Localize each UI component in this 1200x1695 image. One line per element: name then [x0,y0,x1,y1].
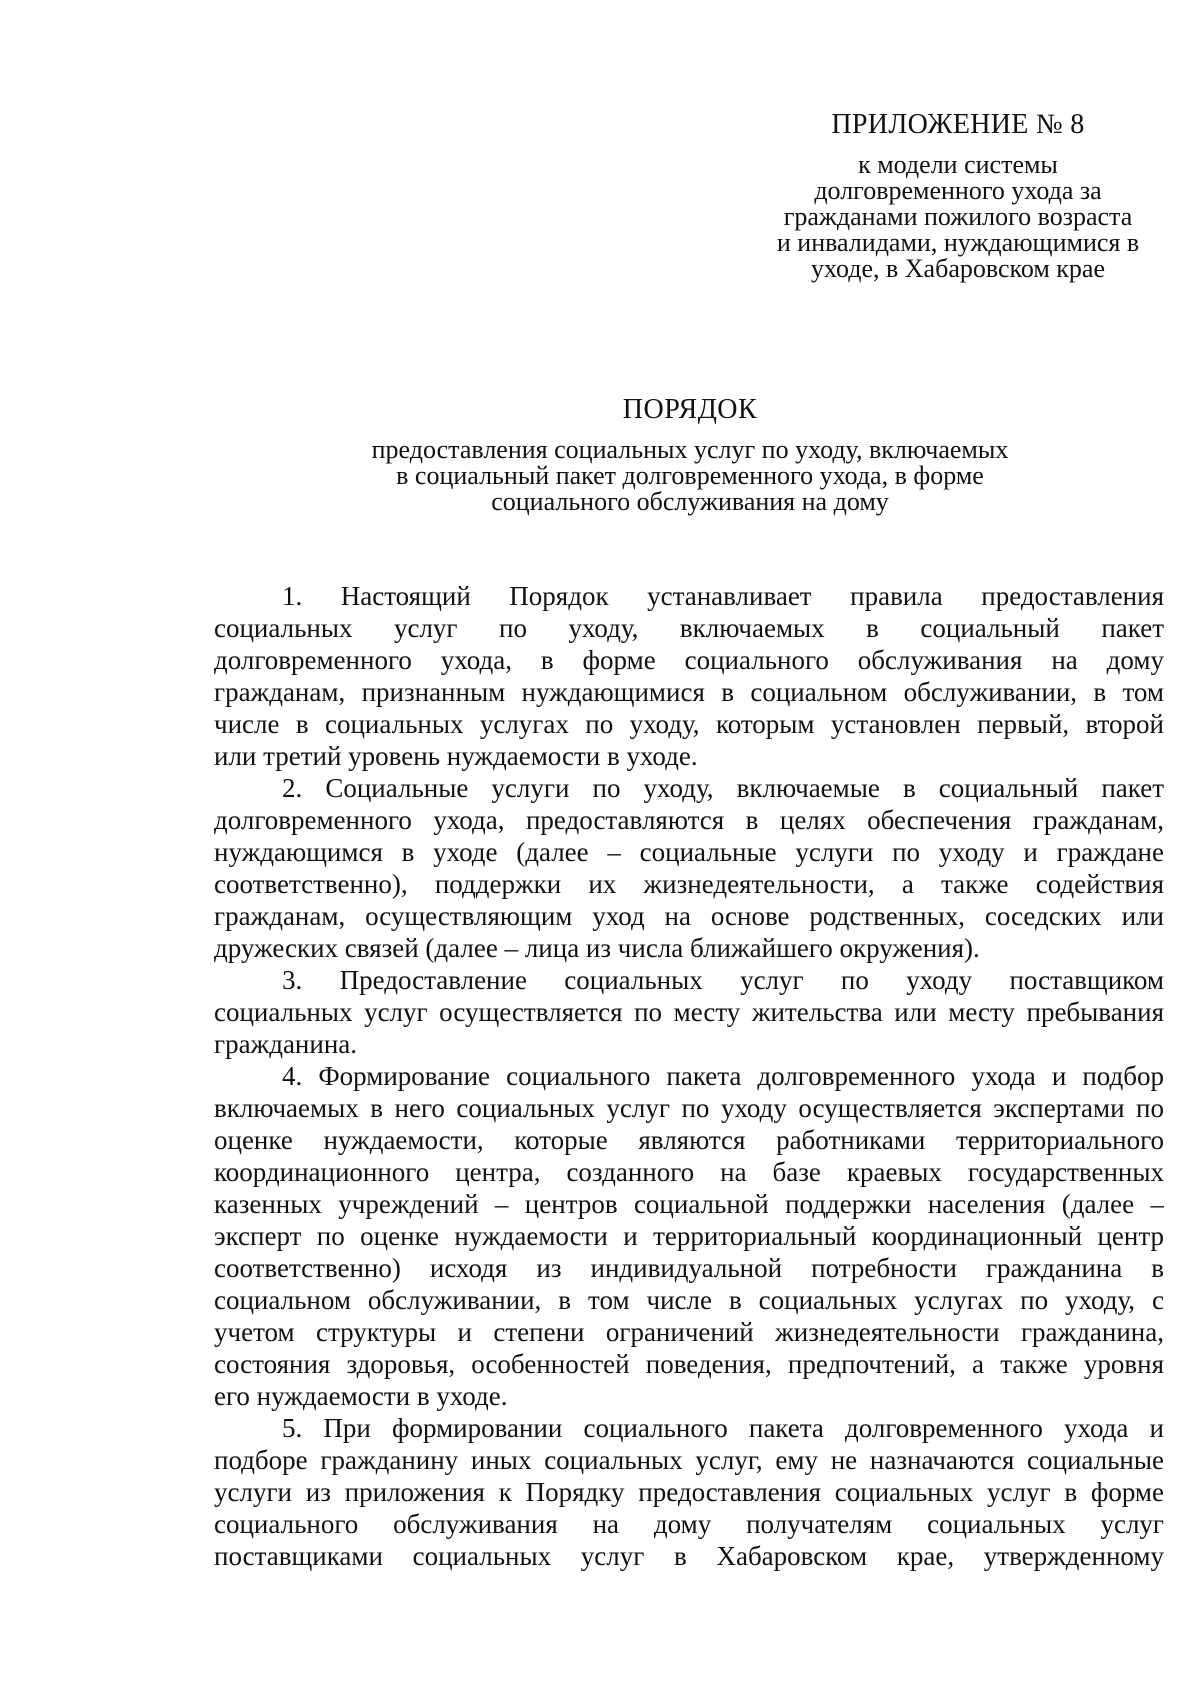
text-line: или третий уровень нуждаемости в уходе. [214,741,698,771]
paragraph-2 [214,772,1164,964]
text-line: долговременного ухода, предоставляются в целях обеспечения гражданам, [214,805,1164,835]
appendix-line: и инвалидами, нуждающимися в [776,228,1140,257]
text-line: долговременного ухода, в форме социального обслуживания на дому [214,645,1164,675]
appendix-line: к модели системы [858,150,1058,179]
text-line: 2. Социальные услуги по уходу, включаемые в социальный пакет [282,773,1164,803]
appendix-header [748,108,1168,282]
text-line: социальных услуг осуществляется по месту жительства или месту пребывания [214,997,1164,1027]
appendix-line: уходе, в Хабаровском крае [810,254,1106,283]
appendix-title: ПРИЛОЖЕНИЕ № 8 [831,109,1085,140]
text-line: эксперт по оценке нуждаемости и территориальный координационный центр [214,1221,1164,1251]
text-line: социальных услуг по уходу, включаемых в социальный пакет [214,613,1164,643]
document-title: ПОРЯДОК [622,394,758,425]
paragraph-5 [214,1412,1164,1572]
text-line: поставщиками социальных услуг в Хабаровском крае, утвержденному [214,1541,1164,1571]
text-line: соответственно) исходя из индивидуальной потребности гражданина в [214,1253,1164,1283]
text-line: нуждающимся в уходе (далее – социальные услуги по уходу и граждане [214,837,1164,867]
document-subtitle-line: в социальный пакет долговременного ухода, в форме [396,461,984,490]
document-body [214,580,1164,1572]
text-line: его нуждаемости в уходе. [214,1381,508,1411]
text-line: дружеских связей (далее – лица из числа ближайшего окружения). [214,933,980,963]
document-subtitle-line: предоставления социальных услуг по уходу, включаемых [371,435,1009,464]
text-line: гражданам, осуществляющим уход на основе родственных, соседских или [214,901,1164,931]
text-line: учетом структуры и степени ограничений жизнедеятельности гражданина, [214,1317,1164,1347]
text-line: услуги из приложения к Порядку предоставления социальных услуг в форме [214,1477,1164,1507]
text-line: включаемых в него социальных услуг по уходу осуществляется экспертами по [214,1093,1164,1123]
text-line: гражданам, признанным нуждающимися в социальном обслуживании, в том [214,677,1164,707]
text-line: 3. Предоставление социальных услуг по уходу поставщиком [282,965,1164,995]
text-line: состояния здоровья, особенностей поведения, предпочтений, а также уровня [214,1349,1164,1379]
paragraph-3 [214,964,1164,1060]
text-line: 5. При формировании социального пакета долговременного ухода и [282,1413,1164,1443]
text-line: социального обслуживания на дому получателям социальных услуг [214,1509,1164,1539]
text-line: 4. Формирование социального пакета долговременного ухода и подбор [282,1061,1164,1091]
text-line: оценке нуждаемости, которые являются работниками территориального [214,1125,1164,1155]
paragraph-1 [214,580,1164,772]
text-line: социальном обслуживании, в том числе в социальных услугах по уходу, с [214,1285,1164,1315]
text-line: гражданина. [214,1029,358,1059]
text-line: казенных учреждений – центров социальной поддержки населения (далее – [214,1189,1164,1219]
text-line: подборе гражданину иных социальных услуг, ему не назначаются социальные [214,1445,1164,1475]
document-subtitle-line: социального обслуживания на дому [491,487,889,516]
paragraph-4 [214,1060,1164,1412]
appendix-line: гражданами пожилого возраста [783,202,1133,231]
text-line: 1. Настоящий Порядок устанавливает правила предоставления [282,581,1164,611]
appendix-line: долговременного ухода за [814,176,1102,205]
text-line: соответственно), поддержки их жизнедеятельности, а также содействия [214,869,1164,899]
text-line: координационного центра, созданного на базе краевых государственных [214,1157,1164,1187]
text-line: числе в социальных услугах по уходу, которым установлен первый, второй [214,709,1164,739]
document-heading [215,393,1165,515]
